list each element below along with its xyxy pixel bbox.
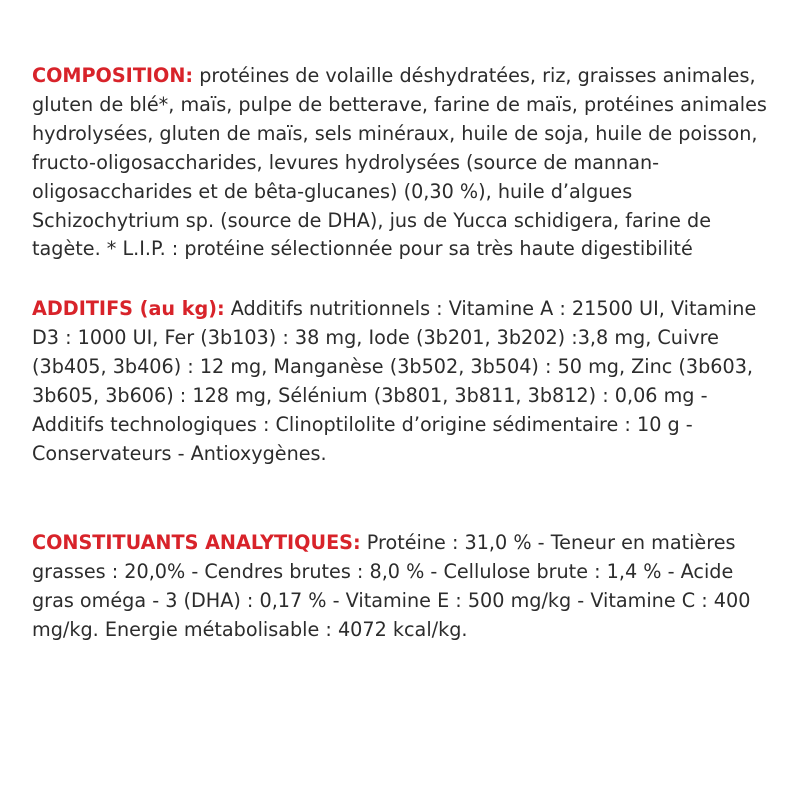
additifs-heading: ADDITIFS (au kg): [32, 297, 225, 321]
additifs-text: Additifs nutritionnels : Vitamine A : 21500 UI, Vitamine D3 : 1000 UI, Fer (3b103) : 38 mg, Iode (3b201, 3b202) :3,8 mg, Cuivre (3b405, 3b406) : 12 mg, Manganèse (3b502, 3b504) : 50 mg, Zinc (3b603, 3b605, 3b606) : 128 mg, Sélénium (3b801, 3b811, 3b812) : 0,06 mg - Additifs technologiques : Clinoptilolite d’origine sédimentaire : 10 g - Conservateurs - Antioxygènes. [32, 297, 757, 465]
composition-text: protéines de volaille déshydratées, riz, graisses animales, gluten de blé*, maïs, pulpe de betterave, farine de maïs, protéines animales hydrolysées, gluten de maïs, sels minéraux, huile de soja, huile de poisson, fructo-oligosaccharides, levures hydrolysées (source de mannan-oligosaccharides et de bêta-glucanes) (0,30 %), huile d’algues Schizochytrium sp. (source de DHA), jus de Yucca schidigera, farine de tagète. * L.I.P. : protéine sélectionnée pour sa très haute digestibilité [32, 64, 767, 261]
composition-section [32, 62, 780, 264]
constituants-section [32, 529, 780, 645]
constituants-text: Protéine : 31,0 % - Teneur en matières grasses : 20,0% - Cendres brutes : 8,0 % - Cellulose brute : 1,4 % - Acide gras oméga - 3 (DHA) : 0,17 % - Vitamine E : 500 mg/kg - Vitamine C : 400 mg/kg. Energie métabolisable : 4072 kcal/kg. [32, 530, 751, 641]
additifs-section [32, 295, 780, 468]
composition-heading: COMPOSITION: [32, 64, 194, 87]
constituants-heading: CONSTITUANTS ANALYTIQUES: [32, 530, 361, 554]
ingredients-label [32, 62, 780, 644]
